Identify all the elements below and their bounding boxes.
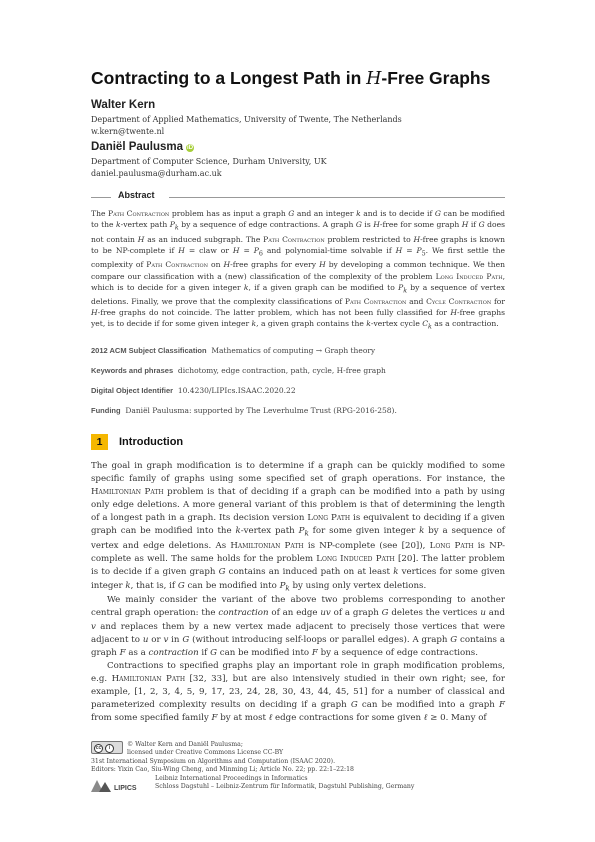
paper-title	[91, 68, 490, 89]
footer-conference: 31st International Symposium on Algorithms and Computation (ISAAC 2020).	[91, 758, 336, 765]
paragraph-3: Contractions to specified graphs play an important role in graph modification problems, e.g. Hamiltonian Path [32, 33], but are also intensively studied in their own right; see, for example, [1, 2, 3, 4, 5, 9, 17, 23, 24, 28, 30, 43, 44, 45, 51] for a number of classical and parameterized complexity results on deciding if a graph G can be modified into a graph F from some specified family F by at most ℓ edge contractions for some given ℓ ≥ 0. Many of	[91, 660, 505, 724]
footer-publisher-block	[155, 775, 414, 791]
rule-left	[91, 197, 111, 198]
cc-icon: cc	[95, 744, 102, 751]
abstract-heading: Abstract	[114, 190, 159, 200]
paragraph-1: The goal in graph modification is to determine if a graph can be quickly modified to some specific family of graphs using some specified set of graph operations. For instance, the Hamiltonian Path problem is that of deciding if a graph can be modified into a path by using only edge deletions. A more general variant of this problem is that of determining the length of a longest path in a graph. Its decision version Long Path is equivalent to deciding if a given graph can be modified into the k-vertex path $P_k$ for some given integer k by a sequence of vertex and edge deletions. As Hamiltonian Path is NP-complete (see [20]), Long Path is NP-complete as well. The same holds for the problem Long Induced Path [20]. The latter problem is to decide if a given graph G contains an induced path on at least k vertices for some given integer k, that is, if G can be modified into $P_k$ by using only vertex deletions.	[91, 461, 506, 593]
footer-copyright: © Walter Kern and Daniël Paulusma;	[127, 741, 243, 748]
author-email-2[interactable]: daniel.paulusma@durham.ac.uk	[91, 169, 222, 178]
footer-editors: Editors: Yixin Cao, Siu-Wing Cheng, and Minming Li; Article No. 22; pp. 22:1–22:18	[91, 766, 354, 774]
author-block-2	[91, 141, 194, 153]
title-variable: H	[366, 69, 382, 89]
keywords	[91, 366, 505, 376]
acm-label: 2012 ACM Subject Classification	[91, 346, 207, 355]
doi-value[interactable]: 10.4230/LIPIcs.ISAAC.2020.22	[177, 386, 296, 395]
section-title: Introduction	[119, 436, 184, 448]
cc-by-badge[interactable]	[91, 741, 123, 754]
orcid-icon[interactable]: iD	[187, 145, 194, 151]
author-affiliation-2: Department of Computer Science, Durham University, UK	[91, 157, 327, 166]
funding-value: Daniël Paulusma: supported by The Leverhulme Trust (RPG-2016-258).	[125, 406, 397, 415]
title-text-1: Contracting to a Longest Path in	[91, 68, 367, 88]
doi	[91, 386, 505, 396]
footer-license: licensed under Creative Commons License CC-BY	[127, 749, 284, 757]
abstract-text: The Path Contraction problem has as input a graph G and an integer k and is to decide if G can be modified to the k-vertex path $P_k$ by a sequence of edge contractions. A graph G is H-free for some graph H if G does not contain H as an induced subgraph. The Path Contraction problem restricted to H-free graphs is known to be NP-complete if H = claw or $H = P_6$ and polynomial-time solvable if $H = P_5$. We first settle the complexity of Path Contraction on H-free graphs for every H by developing a common technique. We then compare our classification with a (new) classification of the complexity of the problem Long Induced Path, which is to decide for a given integer k, if a given graph can be modified to $P_k$ by a sequence of vertex deletions. Finally, we prove that the complexity classifications of Path Contraction and Cycle Contraction for H-free graphs do not coincide. The latter problem, which has not been fully classified for H-free graphs yet, is to decide if for some given integer k, a given graph contains the k-vertex cycle $C_k$ as a contraction.	[91, 209, 506, 331]
by-icon: i	[105, 744, 114, 753]
section-body	[91, 460, 505, 725]
author-affiliation-1: Department of Applied Mathematics, University of Twente, The Netherlands	[91, 115, 402, 124]
paragraph-2: We mainly consider the variant of the above two problems corresponding to another central graph operation: the contraction of an edge uv of a graph G deletes the vertices u and v and replaces them by a new vertex made adjacent to precisely those vertices that were adjacent to u or v in G (without introducing self-loops or parallel edges). A graph G contains a graph F as a contraction if G can be modified into F by a sequence of edge contractions.	[91, 595, 505, 658]
acm-classification	[91, 346, 505, 356]
rule-right	[169, 197, 505, 198]
footer-copyright-block	[127, 741, 283, 757]
lipics-logo-text: LIPICS	[114, 785, 137, 792]
title-text-2: -Free Graphs	[381, 68, 491, 88]
keywords-value: dichotomy, edge contraction, path, cycle, H-free graph	[177, 366, 386, 375]
footer-series: Leibniz International Proceedings in Informatics	[155, 775, 308, 782]
keywords-label: Keywords and phrases	[91, 366, 174, 375]
footer-conference-block	[91, 758, 354, 774]
abstract-heading-rule	[91, 190, 505, 204]
section-number: 1	[91, 434, 108, 450]
doi-label: Digital Object Identifier	[91, 386, 174, 395]
author-name-2: Daniël Paulusma	[91, 141, 184, 153]
lipics-logo-icon	[91, 778, 151, 794]
acm-value: Mathematics of computing → Graph theory	[211, 346, 376, 355]
author-email-1[interactable]: w.kern@twente.nl	[91, 127, 165, 136]
funding-label: Funding	[91, 406, 121, 415]
funding	[91, 406, 505, 416]
author-name-1: Walter Kern	[91, 99, 156, 111]
footer-publisher: Schloss Dagstuhl – Leibniz-Zentrum für Informatik, Dagstuhl Publishing, Germany	[155, 783, 415, 791]
